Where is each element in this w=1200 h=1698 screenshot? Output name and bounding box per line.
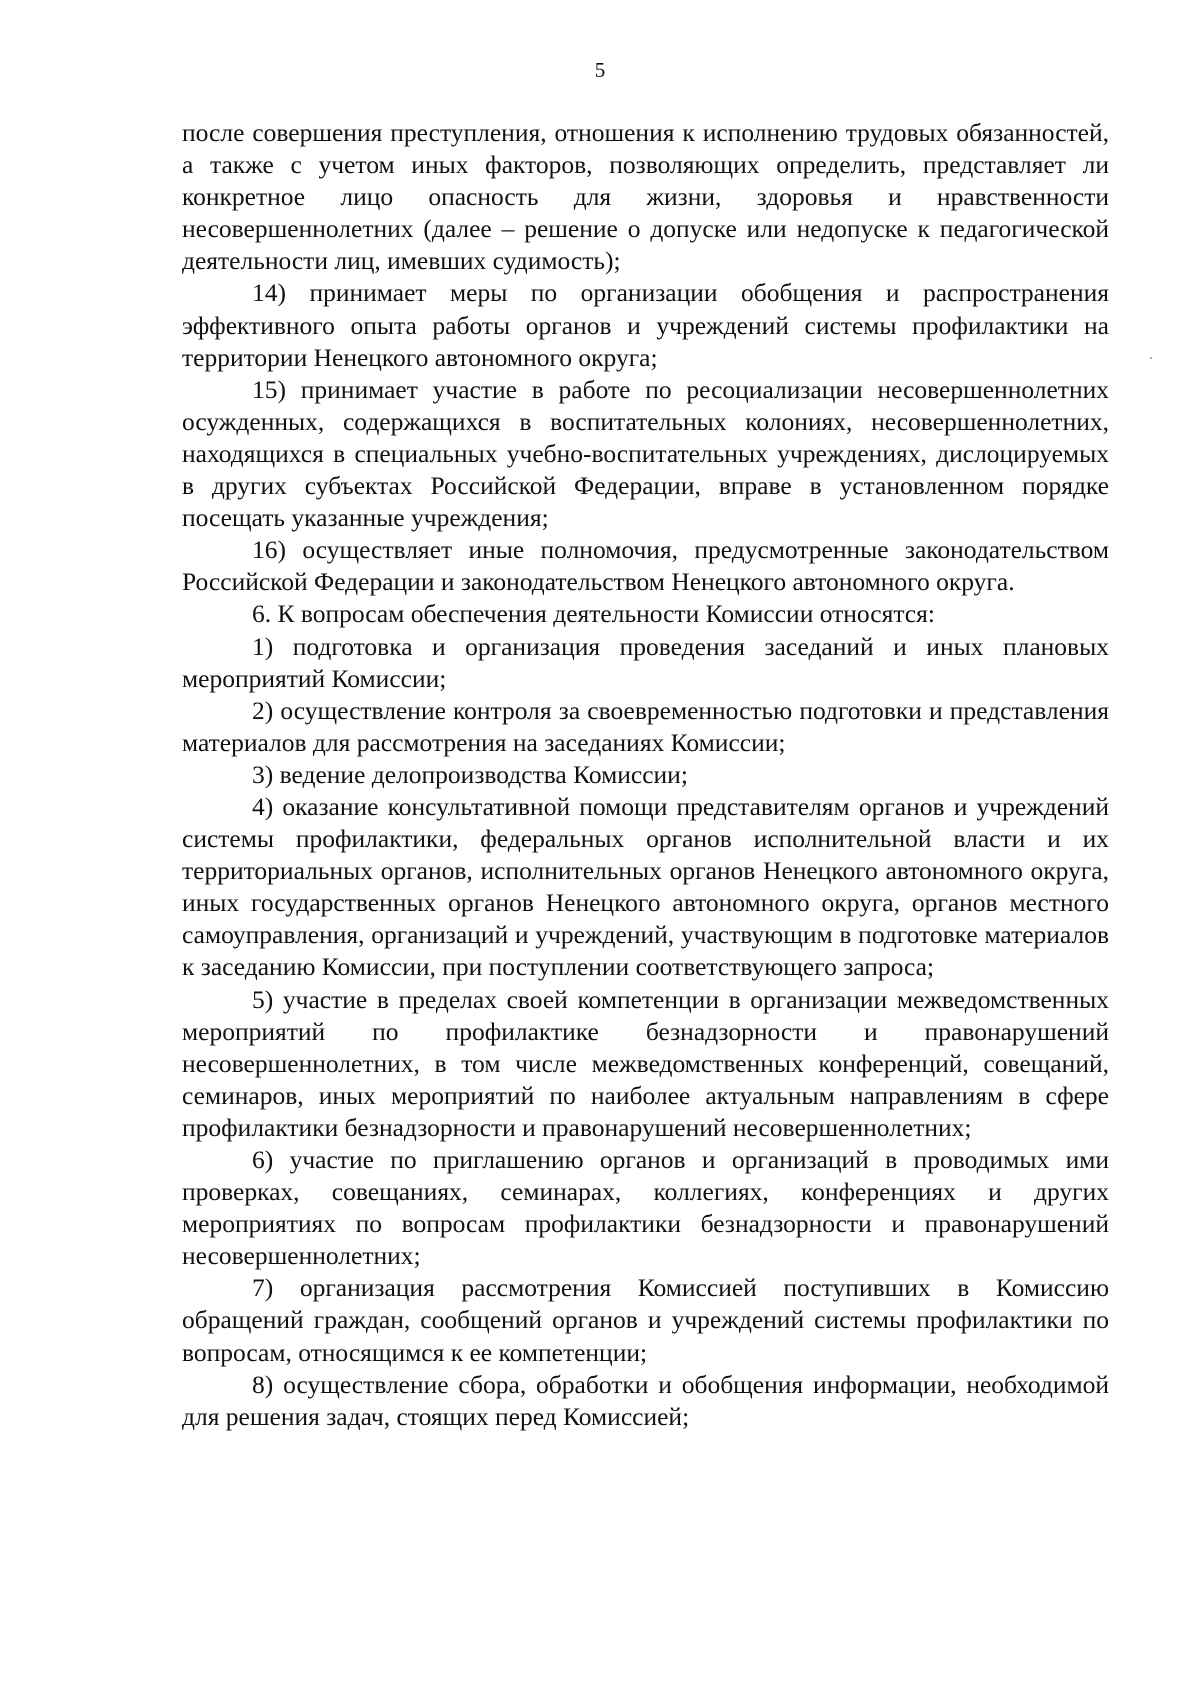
paragraph-item-1: 1) подготовка и организация проведения заседаний и иных плановых мероприятий Комиссии; — [182, 631, 1109, 693]
paragraph-item-6: 6) участие по приглашению органов и организаций в проводимых ими проверках, совещаниях, семинарах, коллегиях, конференциях и других мероприятиях по вопросам профилактики безнадзорности и правонарушений несовершеннолетних; — [182, 1145, 1109, 1271]
paragraph-item-14: 14) принимает меры по организации обобщения и распространения эффективного опыта работы органов и учреждений системы профилактики на территории Ненецкого автономного округа; — [182, 278, 1109, 372]
paragraph-item-3: 3) ведение делопроизводства Комиссии; — [252, 759, 688, 789]
paragraph-continuation: после совершения преступления, отношения к исполнению трудовых обязанностей, а также с учетом иных факторов, позволяющих определить, представляет ли конкретное лицо опасность для жизни, здоровья и нравственности несовершеннолетних (далее – решение о допуске или недопуске к педагогической деятельности лиц, имевших судимость); — [182, 118, 1109, 276]
paragraph-item-8: 8) осуществление сбора, обработки и обобщения информации, необходимой для решения задач, стоящих перед Комиссией; — [182, 1369, 1109, 1431]
paragraph-item-5: 5) участие в пределах своей компетенции в организации межведомственных мероприятий по профилактике безнадзорности и правонарушений несовершеннолетних, в том числе межведомственных конференций, совещаний, семинаров, иных мероприятий по наиболее актуальным направлениям в сфере профилактики безнадзорности и правонарушений несовершеннолетних; — [182, 984, 1109, 1142]
section-heading-6: 6. К вопросам обеспечения деятельности Комиссии относятся: — [252, 599, 935, 629]
page-number: 5 — [594, 58, 606, 82]
paragraph-item-16: 16) осуществляет иные полномочия, предусмотренные законодательством Российской Федерации и законодательством Ненецкого автономного округа. — [182, 535, 1109, 597]
paragraph-item-4: 4) оказание консультативной помощи представителям органов и учреждений системы профилактики, федеральных органов исполнительной власти и их территориальных органов, исполнительных органов Ненецкого автономного округа, иных государственных органов Ненецкого автономного округа, органов местного самоуправления, организаций и учреждений, участвующим в подготовке материалов к заседанию Комиссии, при поступлении соответствующего запроса; — [182, 791, 1109, 982]
paragraph-item-15: 15) принимает участие в работе по ресоциализации несовершеннолетних осужденных, содержащихся в воспитательных колониях, несовершеннолетних, находящихся в специальных учебно-воспитательных учреждениях, дислоцируемых в других субъектах Российской Федерации, вправе в установленном порядке посещать указанные учреждения; — [182, 374, 1109, 533]
paragraph-item-7: 7) организация рассмотрения Комиссией поступивших в Комиссию обращений граждан, сообщений органов и учреждений системы профилактики по вопросам, относящимся к ее компетенции; — [182, 1273, 1109, 1367]
scan-artifact — [1150, 357, 1152, 359]
paragraph-item-2: 2) осуществление контроля за своевременностью подготовки и представления материалов для рассмотрения на заседаниях Комиссии; — [182, 695, 1109, 757]
document-body — [182, 117, 1109, 1433]
